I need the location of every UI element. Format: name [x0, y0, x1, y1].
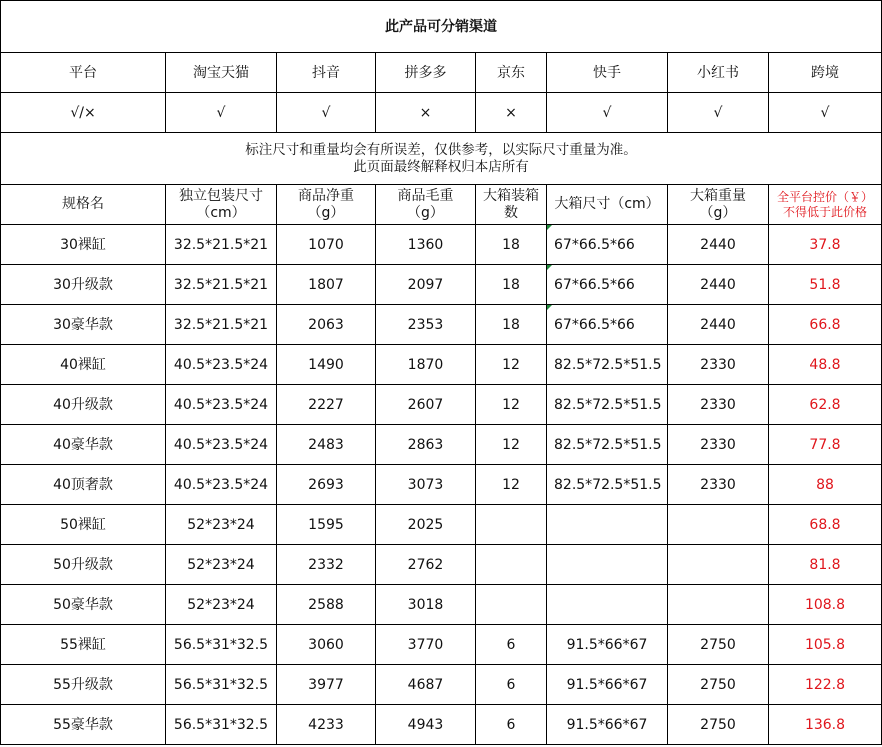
availability-douyin: √: [277, 93, 376, 133]
header-net-weight: [277, 185, 376, 225]
table-row: [1, 265, 882, 305]
platform-header-row: [1, 53, 882, 93]
availability-legend: √/×: [1, 93, 166, 133]
table-row: [1, 585, 882, 625]
header-pack-size: [166, 185, 277, 225]
column-header-row: [1, 185, 882, 225]
platform-pinduoduo: 拼多多: [376, 53, 476, 93]
cell-gross-weight: 2353: [376, 305, 476, 345]
cell-gross-weight: 2863: [376, 425, 476, 465]
cell-gross-weight: 3018: [376, 585, 476, 625]
cell-gross-weight: 2097: [376, 265, 476, 305]
cell-box-size: 82.5*72.5*51.5: [547, 385, 668, 425]
header-price-line1: 全平台控价（￥）: [776, 189, 873, 204]
header-box-size: 大箱尺寸（cm）: [547, 185, 668, 225]
platform-availability-row: [1, 93, 882, 133]
cell-box-size: 82.5*72.5*51.5: [547, 465, 668, 505]
header-box-count-line1: 大箱装箱: [483, 187, 539, 204]
cell-net-weight: 2227: [277, 385, 376, 425]
availability-xiaohongshu: √: [668, 93, 769, 133]
cell-net-weight: 1595: [277, 505, 376, 545]
cell-pack-size: 56.5*31*32.5: [166, 705, 277, 745]
disclaimer-note: [1, 133, 882, 185]
cell-spec: 40豪华款: [1, 425, 166, 465]
cell-gross-weight: 4943: [376, 705, 476, 745]
platform-jd: 京东: [476, 53, 547, 93]
cell-box-count: 12: [476, 345, 547, 385]
cell-spec: 50升级款: [1, 545, 166, 585]
platform-xiaohongshu: 小红书: [668, 53, 769, 93]
cell-box-size: 67*66.5*66: [547, 225, 668, 265]
cell-net-weight: 3060: [277, 625, 376, 665]
header-gross-weight-line1: 商品毛重: [397, 187, 454, 204]
cell-price: 122.8: [769, 665, 882, 705]
cell-box-weight: 2330: [668, 425, 769, 465]
table-row: [1, 345, 882, 385]
cell-box-size: 67*66.5*66: [547, 305, 668, 345]
cell-pack-size: 52*23*24: [166, 505, 277, 545]
cell-price: 37.8: [769, 225, 882, 265]
cell-pack-size: 40.5*23.5*24: [166, 425, 277, 465]
cell-pack-size: 52*23*24: [166, 585, 277, 625]
cell-price: 77.8: [769, 425, 882, 465]
cell-net-weight: 2332: [277, 545, 376, 585]
cell-pack-size: 32.5*21.5*21: [166, 305, 277, 345]
cell-gross-weight: 4687: [376, 665, 476, 705]
table-row: [1, 305, 882, 345]
table-row: [1, 545, 882, 585]
availability-kuaishou: √: [547, 93, 668, 133]
cell-box-weight: [668, 505, 769, 545]
header-price-control: [769, 185, 882, 225]
table-row: [1, 505, 882, 545]
cell-spec: 30升级款: [1, 265, 166, 305]
header-gross-weight-line2: （g）: [407, 204, 444, 221]
cell-box-weight: 2330: [668, 345, 769, 385]
header-price-line2: 不得低于此价格: [782, 204, 867, 219]
cell-box-count: 12: [476, 425, 547, 465]
cell-pack-size: 32.5*21.5*21: [166, 225, 277, 265]
cell-pack-size: 40.5*23.5*24: [166, 345, 277, 385]
cell-price: 105.8: [769, 625, 882, 665]
platform-kuaishou: 快手: [547, 53, 668, 93]
table-row: [1, 425, 882, 465]
cell-spec: 55豪华款: [1, 705, 166, 745]
cell-box-size: [547, 545, 668, 585]
header-pack-size-line2: （cm）: [196, 204, 246, 221]
cell-box-count: [476, 505, 547, 545]
sheet-title: 此产品可分销渠道: [1, 1, 882, 53]
cell-price: 136.8: [769, 705, 882, 745]
cell-box-count: 6: [476, 665, 547, 705]
header-net-weight-line2: （g）: [307, 204, 345, 221]
cell-box-weight: 2330: [668, 385, 769, 425]
cell-net-weight: 3977: [277, 665, 376, 705]
cell-box-size: 82.5*72.5*51.5: [547, 425, 668, 465]
cell-price: 108.8: [769, 585, 882, 625]
cell-spec: 30裸缸: [1, 225, 166, 265]
cell-spec: 40裸缸: [1, 345, 166, 385]
cell-box-weight: 2750: [668, 625, 769, 665]
cell-pack-size: 40.5*23.5*24: [166, 465, 277, 505]
cell-spec: 55裸缸: [1, 625, 166, 665]
availability-pinduoduo: ×: [376, 93, 476, 133]
cell-box-weight: 2330: [668, 465, 769, 505]
cell-gross-weight: 3073: [376, 465, 476, 505]
disclaimer-line-1: 标注尺寸和重量均会有所误差，仅供参考，以实际尺寸重量为准。: [245, 141, 637, 158]
cell-pack-size: 56.5*31*32.5: [166, 665, 277, 705]
cell-box-weight: [668, 585, 769, 625]
platform-taobao-tmall: 淘宝天猫: [166, 53, 277, 93]
cell-box-weight: 2750: [668, 665, 769, 705]
cell-box-count: 12: [476, 385, 547, 425]
cell-box-size: 91.5*66*67: [547, 665, 668, 705]
cell-box-size: 91.5*66*67: [547, 625, 668, 665]
cell-price: 48.8: [769, 345, 882, 385]
cell-gross-weight: 3770: [376, 625, 476, 665]
cell-spec: 40升级款: [1, 385, 166, 425]
header-box-weight: [668, 185, 769, 225]
header-box-count: [476, 185, 547, 225]
cell-pack-size: 56.5*31*32.5: [166, 625, 277, 665]
cell-box-weight: 2440: [668, 225, 769, 265]
cell-box-weight: [668, 545, 769, 585]
platform-label: 平台: [1, 53, 166, 93]
cell-spec: 40顶奢款: [1, 465, 166, 505]
cell-pack-size: 32.5*21.5*21: [166, 265, 277, 305]
cell-price: 66.8: [769, 305, 882, 345]
availability-crossborder: √: [769, 93, 882, 133]
header-box-weight-line1: 大箱重量: [690, 187, 746, 204]
cell-box-count: 6: [476, 705, 547, 745]
cell-spec: 55升级款: [1, 665, 166, 705]
cell-net-weight: 1807: [277, 265, 376, 305]
header-gross-weight: [376, 185, 476, 225]
table-row: [1, 465, 882, 505]
cell-net-weight: 2063: [277, 305, 376, 345]
cell-box-weight: 2440: [668, 305, 769, 345]
cell-box-size: 82.5*72.5*51.5: [547, 345, 668, 385]
header-spec: 规格名: [1, 185, 166, 225]
availability-taobao-tmall: √: [166, 93, 277, 133]
platform-crossborder: 跨境: [769, 53, 882, 93]
cell-box-size: 91.5*66*67: [547, 705, 668, 745]
cell-box-count: 18: [476, 305, 547, 345]
platform-douyin: 抖音: [277, 53, 376, 93]
header-box-weight-line2: （g）: [699, 204, 737, 221]
table-row: [1, 225, 882, 265]
cell-net-weight: 2693: [277, 465, 376, 505]
disclaimer-line-2: 此页面最终解释权归本店所有: [353, 158, 529, 175]
header-net-weight-line1: 商品净重: [298, 187, 354, 204]
cell-net-weight: 4233: [277, 705, 376, 745]
cell-gross-weight: 1870: [376, 345, 476, 385]
cell-pack-size: 52*23*24: [166, 545, 277, 585]
cell-net-weight: 2483: [277, 425, 376, 465]
cell-box-count: [476, 545, 547, 585]
table-row: [1, 385, 882, 425]
header-box-count-line2: 数: [504, 204, 518, 221]
cell-box-count: 18: [476, 225, 547, 265]
availability-jd: ×: [476, 93, 547, 133]
cell-box-count: [476, 585, 547, 625]
cell-gross-weight: 2607: [376, 385, 476, 425]
cell-box-count: 18: [476, 265, 547, 305]
cell-box-count: 12: [476, 465, 547, 505]
cell-gross-weight: 1360: [376, 225, 476, 265]
cell-price: 51.8: [769, 265, 882, 305]
cell-box-size: [547, 505, 668, 545]
cell-price: 88: [769, 465, 882, 505]
table-row: [1, 625, 882, 665]
cell-gross-weight: 2025: [376, 505, 476, 545]
cell-box-size: 67*66.5*66: [547, 265, 668, 305]
cell-box-weight: 2750: [668, 705, 769, 745]
cell-net-weight: 1490: [277, 345, 376, 385]
cell-box-weight: 2440: [668, 265, 769, 305]
cell-box-size: [547, 585, 668, 625]
cell-box-count: 6: [476, 625, 547, 665]
table-row: [1, 705, 882, 745]
cell-spec: 50裸缸: [1, 505, 166, 545]
cell-net-weight: 2588: [277, 585, 376, 625]
cell-spec: 50豪华款: [1, 585, 166, 625]
cell-price: 81.8: [769, 545, 882, 585]
cell-net-weight: 1070: [277, 225, 376, 265]
header-pack-size-line1: 独立包装尺寸: [179, 187, 263, 204]
table-row: [1, 665, 882, 705]
cell-gross-weight: 2762: [376, 545, 476, 585]
cell-price: 68.8: [769, 505, 882, 545]
cell-spec: 30豪华款: [1, 305, 166, 345]
cell-pack-size: 40.5*23.5*24: [166, 385, 277, 425]
cell-price: 62.8: [769, 385, 882, 425]
